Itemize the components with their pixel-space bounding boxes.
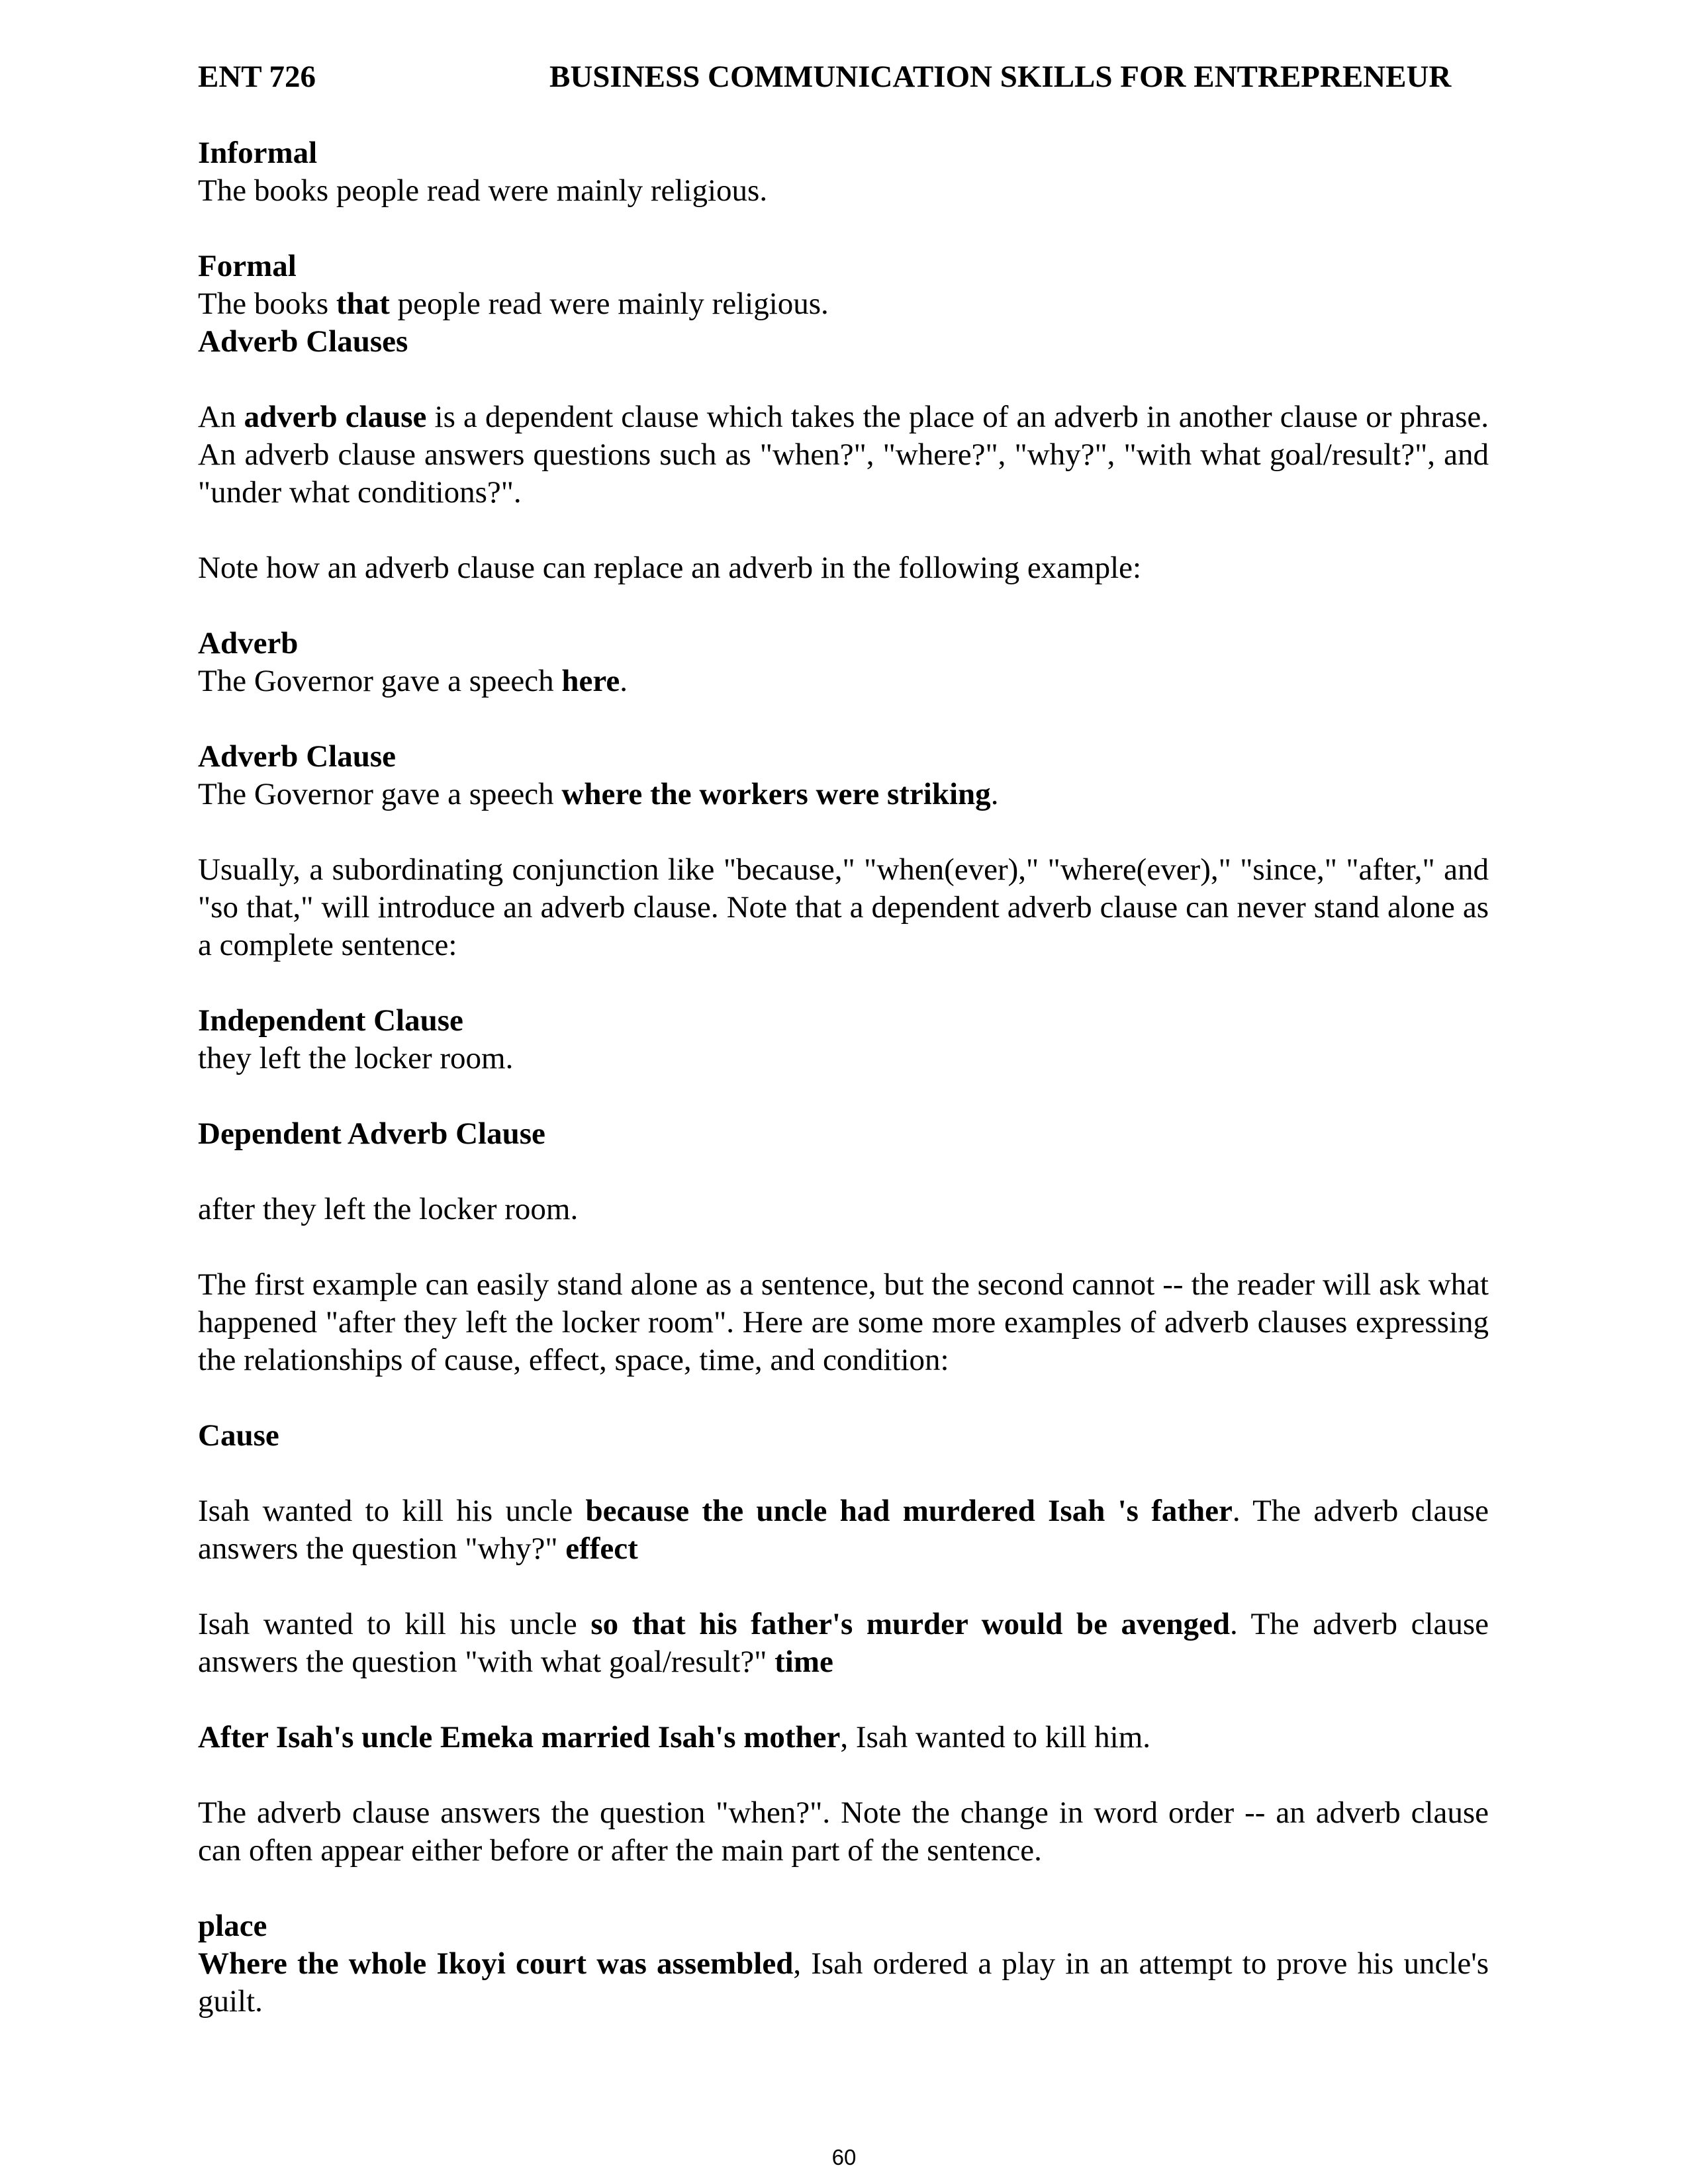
effect-heading: effect bbox=[565, 1531, 638, 1566]
informal-heading: Informal bbox=[198, 136, 318, 170]
adverb-clause-definition: An adverb clause is a dependent clause which takes the place of an adverb in another clause or phrase. An adverb clause answers questions such as "when?", "where?", "why?", "with what goal/result?", and "under what conditions?". bbox=[198, 400, 1489, 510]
page-number: 60 bbox=[831, 2145, 857, 2169]
adverb-clauses-heading: Adverb Clauses bbox=[198, 324, 408, 359]
cause-example: Isah wanted to kill his uncle because the uncle had murdered Isah 's father. The adverb clause answers the question "why?" effect bbox=[198, 1494, 1489, 1566]
course-code: ENT 726 bbox=[198, 60, 316, 94]
time-heading: time bbox=[774, 1645, 833, 1679]
formal-example: The books that people read were mainly religious. bbox=[198, 287, 829, 321]
conjunction-paragraph: Usually, a subordinating conjunction like "because," "when(ever)," "where(ever)," "since," "after," and "so that," will introduce an adverb clause. Note that a dependent adverb clause can never stand alone as a complete sentence: bbox=[198, 852, 1489, 962]
independent-clause-heading: Independent Clause bbox=[198, 1003, 463, 1038]
dependent-clause-heading: Dependent Adverb Clause bbox=[198, 1116, 545, 1151]
formal-heading: Formal bbox=[198, 249, 297, 283]
place-heading: place bbox=[198, 1909, 267, 1943]
place-example: Where the whole Ikoyi court was assembled, Isah ordered a play in an attempt to prove his uncle's guilt. bbox=[198, 1946, 1489, 2019]
adverb-clause-term: adverb clause bbox=[244, 400, 427, 434]
adverb-note: Note how an adverb clause can replace an adverb in the following example: bbox=[198, 551, 1142, 585]
adverb-heading: Adverb bbox=[198, 626, 299, 660]
time-explanation: The adverb clause answers the question "when?". Note the change in word order -- an adverb clause can often appear either before or after the main part of the sentence. bbox=[198, 1796, 1489, 1868]
course-title: BUSINESS COMMUNICATION SKILLS FOR ENTREPRENEUR bbox=[549, 60, 1452, 94]
formal-bold-word: that bbox=[336, 287, 390, 321]
independent-clause-example: they left the locker room. bbox=[198, 1041, 514, 1075]
adverb-example: The Governor gave a speech here. bbox=[198, 664, 628, 698]
dependent-clause-example: after they left the locker room. bbox=[198, 1192, 579, 1226]
informal-example: The books people read were mainly religious. bbox=[198, 173, 768, 208]
cause-heading: Cause bbox=[198, 1418, 279, 1453]
adverb-clause-example: The Governor gave a speech where the workers were striking. bbox=[198, 777, 999, 811]
page-body bbox=[198, 134, 1489, 2021]
effect-example: Isah wanted to kill his uncle so that his father's murder would be avenged. The adverb clause answers the question "with what goal/result?" time bbox=[198, 1607, 1489, 1679]
time-example: After Isah's uncle Emeka married Isah's mother, Isah wanted to kill him. bbox=[198, 1720, 1151, 1754]
adverb-clause-heading: Adverb Clause bbox=[198, 739, 396, 774]
first-example-paragraph: The first example can easily stand alone as a sentence, but the second cannot -- the reader will ask what happened "after they left the locker room". Here are some more examples of adverb clauses expressing the relationships of cause, effect, space, time, and condition: bbox=[198, 1267, 1489, 1377]
